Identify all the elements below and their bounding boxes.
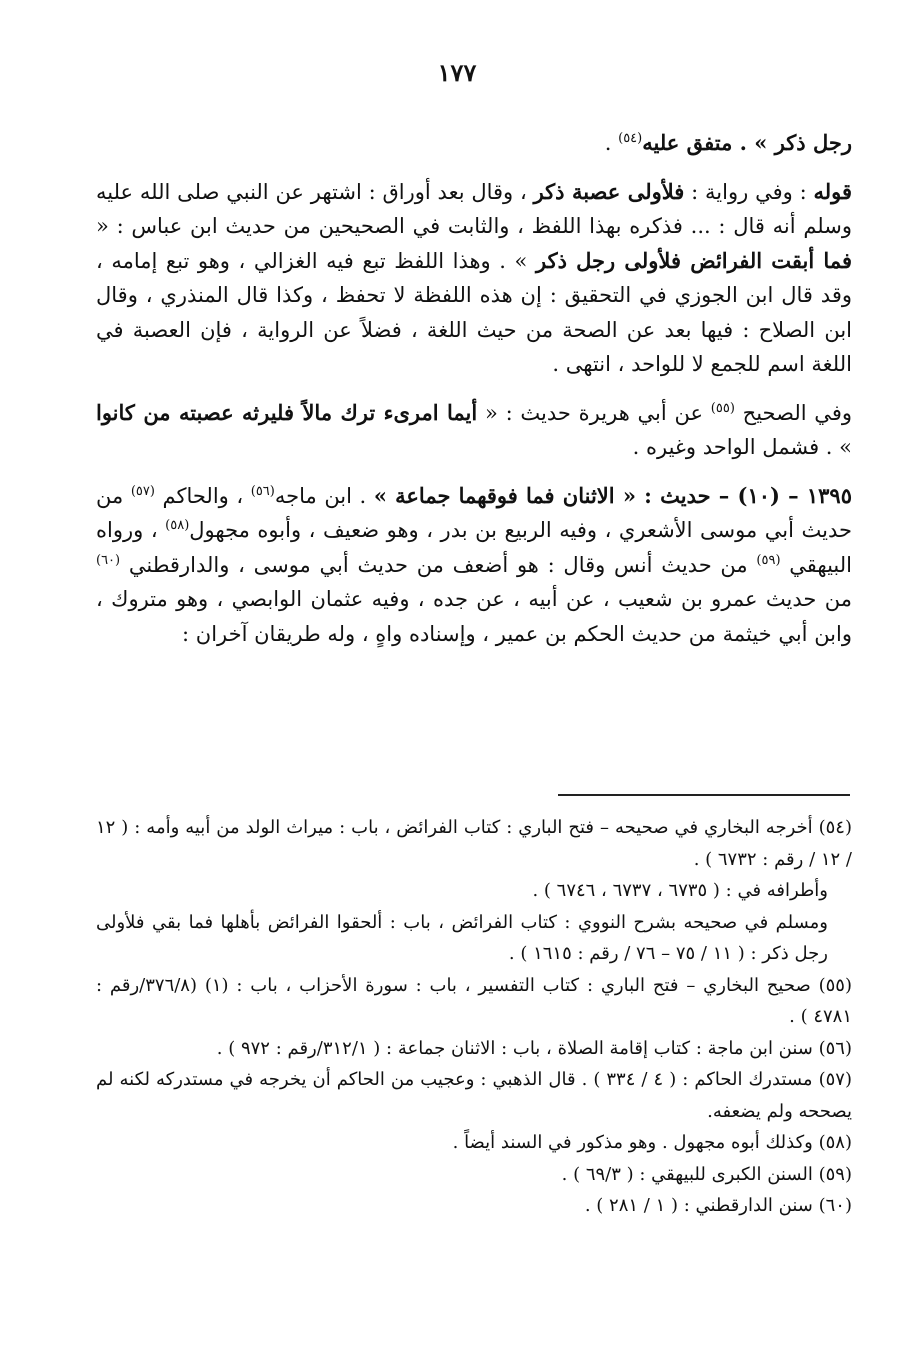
lead-word: قوله xyxy=(813,178,852,204)
footnote-divider xyxy=(558,794,850,796)
text-run: من حديث أبي موسى الأشعري ، وفيه الربيع بن بدر ، وهو ضعيف ، وأبوه مجهول xyxy=(96,483,852,542)
quoted-hadith: أيما امرىء ترك مالاً فليرثه عصبته من كانوا xyxy=(96,399,478,425)
footnote-58: (٥٨) وكذلك أبوه مجهول . وهو مذكور في السند أيضاً . xyxy=(452,1132,852,1153)
text-run: : وفي رواية : xyxy=(684,179,814,204)
punctuation: . xyxy=(604,131,619,155)
paragraph-3 xyxy=(96,396,852,465)
footnote-ref-58[interactable]: (٥٨) xyxy=(165,518,190,533)
footnote-ref-57[interactable]: (٥٧) xyxy=(130,483,155,499)
footnote-ref-56[interactable]: (٥٦) xyxy=(250,483,275,499)
quoted-phrase: فلأولى عصبة ذكر xyxy=(533,178,685,204)
text-run: . ابن ماجه xyxy=(274,483,374,508)
footnote-ref-60[interactable]: (٦٠) xyxy=(96,552,121,568)
footnote-54-muslim: ومسلم في صحيحه بشرح النووي : كتاب الفرائض ، باب : ألحقوا الفرائض بأهلها فما بقي فلأولى رجل ذكر : ( ١١ / ٧٥ – ٧٦ / رقم : ١٦١٥ ) . xyxy=(96,911,828,964)
footnote-54-continued: وأطرافه في : ( ٦٧٣٥ ، ٦٧٣٧ ، ٦٧٤٦ ) . xyxy=(532,880,828,901)
quoted-hadith: فما أبقت الفرائض فلأولى رجل ذكر xyxy=(535,247,852,273)
text-run: عن أبي هريرة حديث : « xyxy=(477,400,711,425)
text-run: ، ورواه البيهقي xyxy=(96,518,852,577)
footnote-ref-59[interactable]: (٥٩) xyxy=(756,552,781,568)
text-run: » . وهذا اللفظ تبع فيه الغزالي ، وهو تبع إمامه ، وقد قال ابن الجوزي في التحقيق : إن هذه اللفظة لا تحفظ ، وكذا قال المنذري ، وقال ابن الصلاح : فيها بعد عن الصحة من حيث اللغة ، فضلاً عن الرواية ، فإن العصبة في اللغة اسم للجمع لا للواحد ، انتهى . xyxy=(96,248,852,376)
hadith-fragment: رجل ذكر » . متفق عليه xyxy=(642,130,852,155)
text-run: ، وقال بعد أوراق : اشتهر عن النبي صلى الله عليه وسلم أنه قال : ... فذكره بهذا اللفظ ، والثابت في الصحيحين من حديث ابن عباس : « xyxy=(96,179,853,238)
footnote-ref-55[interactable]: (٥٥) xyxy=(710,400,735,416)
footnotes xyxy=(96,812,852,1222)
paragraph-1 xyxy=(96,126,852,161)
paragraph-4 xyxy=(96,479,852,652)
text-run: وفي الصحيح xyxy=(734,400,852,425)
footnote-60: (٦٠) سنن الدارقطني : ( ١ / ٢٨١ ) . xyxy=(584,1195,852,1216)
page-number: ١٧٧ xyxy=(437,58,477,87)
main-text xyxy=(96,126,852,665)
footnote-54: (٥٤) أخرجه البخاري في صحيحه – فتح الباري : كتاب الفرائض ، باب : ميراث الولد من أبيه وأمه : ( ١٢ / ١٢ / رقم : ٦٧٣٢ ) . xyxy=(96,817,852,870)
text-run: » . فشمل الواحد وغيره . xyxy=(632,435,852,459)
footnote-59: (٥٩) السنن الكبرى للبيهقي : ( ٦٩/٣ ) . xyxy=(561,1163,852,1185)
footnote-56: (٥٦) سنن ابن ماجة : كتاب إقامة الصلاة ، باب : الاثنان جماعة : ( ٣١٢/١/رقم : ٩٧٢ ) . xyxy=(216,1037,852,1059)
hadith-heading: ١٣٩٥ – (١٠) – حديث : « الاثنان فما فوقهما جماعة » xyxy=(373,482,852,508)
text-run: من حديث أنس وقال : هو أضعف من حديث أبي موسى ، والدارقطني xyxy=(120,552,757,577)
footnote-ref-54[interactable]: (٥٤) xyxy=(618,131,643,146)
text-run: ، والحاكم xyxy=(154,483,251,508)
footnote-57: (٥٧) مستدرك الحاكم : ( ٤ / ٣٣٤ ) . قال الذهبي : وعجيب من الحاكم أن يخرجه في مستدركه لكنه لم يصححه ولم يضعفه. xyxy=(96,1069,852,1122)
footnote-55: (٥٥) صحيح البخاري – فتح الباري : كتاب التفسير ، باب : سورة الأحزاب ، باب : (١) (٣٧٦/٨/رقم : ٤٧٨١ ) . xyxy=(96,974,852,1027)
paragraph-2 xyxy=(96,175,852,382)
text-run: من حديث عمرو بن شعيب ، عن أبيه ، عن جده ، وفيه عثمان الوابصي ، وهو متروك ، وابن أبي خيثمة من حديث الحكم بن عمير ، وإسناده واهٍ ، وله طريقان آخران : xyxy=(96,587,852,646)
